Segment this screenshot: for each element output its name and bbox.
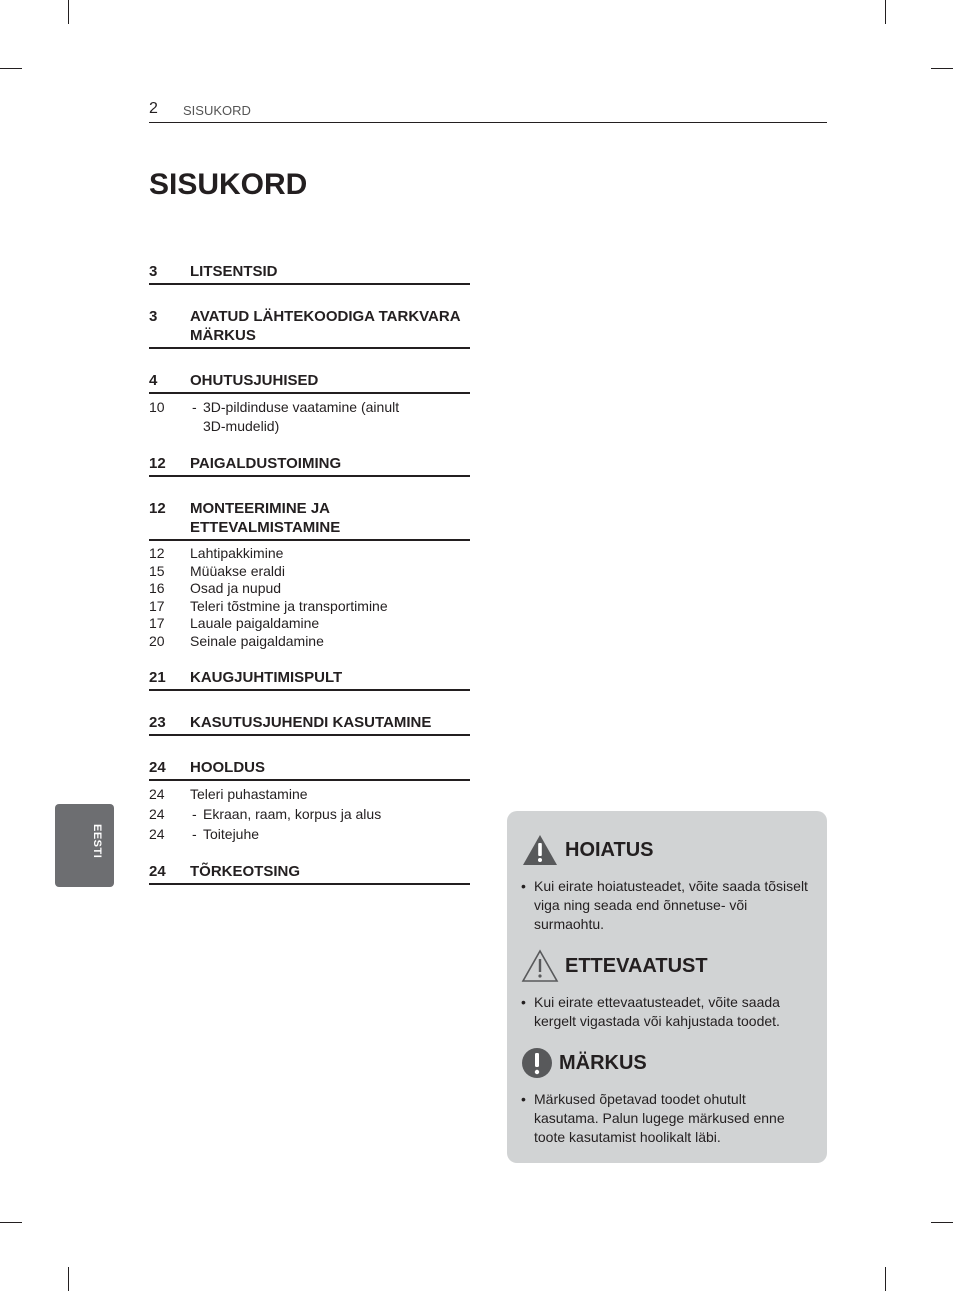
toc-page: 20 xyxy=(149,632,165,649)
toc-title: PAIGALDUSTOIMING xyxy=(190,455,342,472)
table-of-contents xyxy=(149,262,470,907)
toc-page: 4 xyxy=(149,372,158,389)
toc-subentries xyxy=(149,398,470,436)
toc-subentry[interactable] xyxy=(149,825,470,844)
toc-page: 23 xyxy=(149,714,166,731)
toc-subentry[interactable] xyxy=(149,615,470,633)
bullet: • xyxy=(521,878,526,894)
exclamation-circle-icon xyxy=(521,1047,553,1079)
crop-mark xyxy=(0,68,22,69)
toc-page: 17 xyxy=(149,615,165,631)
toc-title: MONTEERIMINE JA ETTEVALMISTAMINE xyxy=(190,500,341,536)
toc-subentry[interactable] xyxy=(149,545,470,563)
toc-subtitle: Toitejuhe xyxy=(203,826,260,842)
toc-subentry[interactable] xyxy=(149,598,470,616)
caution-label: ETTEVAATUST xyxy=(565,954,708,977)
toc-subentry[interactable] xyxy=(149,563,470,581)
toc-page: 10 xyxy=(149,399,165,415)
toc-entry[interactable] xyxy=(149,262,470,285)
toc-subtitle: Lahtipakkimine xyxy=(190,545,284,561)
toc-page: 3 xyxy=(149,308,158,325)
toc-entry[interactable] xyxy=(149,454,470,477)
warning-text xyxy=(521,877,811,934)
note-text xyxy=(521,1090,811,1147)
toc-subentries xyxy=(149,785,470,844)
language-label: EESTI xyxy=(91,824,103,859)
caution-text xyxy=(521,993,811,1031)
toc-page: 24 xyxy=(149,759,166,776)
toc-entry[interactable] xyxy=(149,862,470,885)
note-body: Märkused õpetavad toodet ohutult kasutama. Palun lugege märkused enne toote kasutamist hoolikalt läbi. xyxy=(534,1091,785,1145)
dash-marker: - xyxy=(192,806,197,822)
toc-subentry[interactable] xyxy=(149,633,470,651)
toc-title: TÕRKEOTSING xyxy=(190,863,301,880)
warning-heading xyxy=(521,833,654,867)
toc-title: OHUTUSJUHISED xyxy=(190,372,319,389)
toc-subentry[interactable] xyxy=(149,398,418,436)
toc-entry[interactable] xyxy=(149,713,470,736)
caution-heading xyxy=(521,949,708,983)
toc-subtitle: Müüakse eraldi xyxy=(190,562,285,579)
note-heading xyxy=(521,1047,647,1079)
toc-entry[interactable] xyxy=(149,371,470,394)
warning-filled-triangle-icon xyxy=(521,833,559,867)
crop-mark xyxy=(885,1267,886,1291)
toc-subtitle: Ekraan, raam, korpus ja alus xyxy=(203,806,382,822)
toc-page: 3 xyxy=(149,263,158,280)
toc-title: KAUGJUHTIMISPULT xyxy=(190,669,343,686)
page-number: 2 xyxy=(149,100,158,117)
warning-label: HOIATUS xyxy=(565,838,654,861)
crop-mark xyxy=(68,1267,69,1291)
toc-page: 12 xyxy=(149,545,165,561)
toc-entry[interactable] xyxy=(149,758,470,781)
toc-entry[interactable] xyxy=(149,499,470,541)
crop-mark xyxy=(931,68,953,69)
toc-title: AVATUD LÄHTEKOODIGA TARKVARA MÄRKUS xyxy=(190,308,460,344)
toc-page: 12 xyxy=(149,500,166,517)
bullet: • xyxy=(521,1091,526,1107)
toc-title: KASUTUSJUHENDI KASUTAMINE xyxy=(190,714,432,731)
dash-marker: - xyxy=(192,399,197,415)
toc-subtitle: Osad ja nupud xyxy=(190,580,282,596)
bullet: • xyxy=(521,994,526,1010)
toc-subentry[interactable] xyxy=(149,785,470,804)
dash-marker: - xyxy=(192,826,197,842)
page-title: SISUKORD xyxy=(149,168,308,201)
running-header xyxy=(149,100,827,123)
toc-page: 21 xyxy=(149,669,166,686)
notice-box xyxy=(507,811,827,1163)
toc-page: 24 xyxy=(149,826,165,842)
toc-entry[interactable] xyxy=(149,668,470,691)
toc-page: 24 xyxy=(149,863,166,880)
toc-subentry[interactable] xyxy=(149,580,470,598)
toc-title: LITSENTSID xyxy=(190,263,278,280)
toc-subtitle: 3D-pildinduse vaatamine (ainult 3D-mudelid) xyxy=(203,399,400,434)
toc-subtitle: Lauale paigaldamine xyxy=(190,615,320,631)
toc-entry[interactable] xyxy=(149,307,470,349)
crop-mark xyxy=(885,0,886,24)
toc-subtitle: Seinale paigaldamine xyxy=(190,632,324,649)
caution-outline-triangle-icon xyxy=(521,949,559,983)
toc-subtitle: Teleri puhastamine xyxy=(190,786,308,802)
toc-page: 24 xyxy=(149,806,165,822)
caution-body: Kui eirate ettevaatusteadet, võite saada kergelt vigastada või kahjustada toodet. xyxy=(534,994,780,1029)
warning-body: Kui eirate hoiatusteadet, võite saada tõsiselt viga ning seada end õnnetuse- või surmaohtu. xyxy=(534,878,808,932)
language-tab xyxy=(55,804,114,887)
toc-subentry[interactable] xyxy=(149,805,470,824)
crop-mark xyxy=(0,1222,22,1223)
toc-subtitle: Teleri tõstmine ja transportimine xyxy=(190,597,388,614)
crop-mark xyxy=(931,1222,953,1223)
toc-page: 16 xyxy=(149,580,165,596)
section-name: SISUKORD xyxy=(183,103,251,118)
toc-page: 12 xyxy=(149,455,166,472)
crop-mark xyxy=(68,0,69,24)
toc-page: 15 xyxy=(149,562,165,579)
toc-subentries xyxy=(149,545,470,650)
note-label: MÄRKUS xyxy=(559,1051,647,1074)
toc-page: 24 xyxy=(149,786,165,802)
toc-page: 17 xyxy=(149,597,165,614)
toc-title: HOOLDUS xyxy=(190,759,265,776)
